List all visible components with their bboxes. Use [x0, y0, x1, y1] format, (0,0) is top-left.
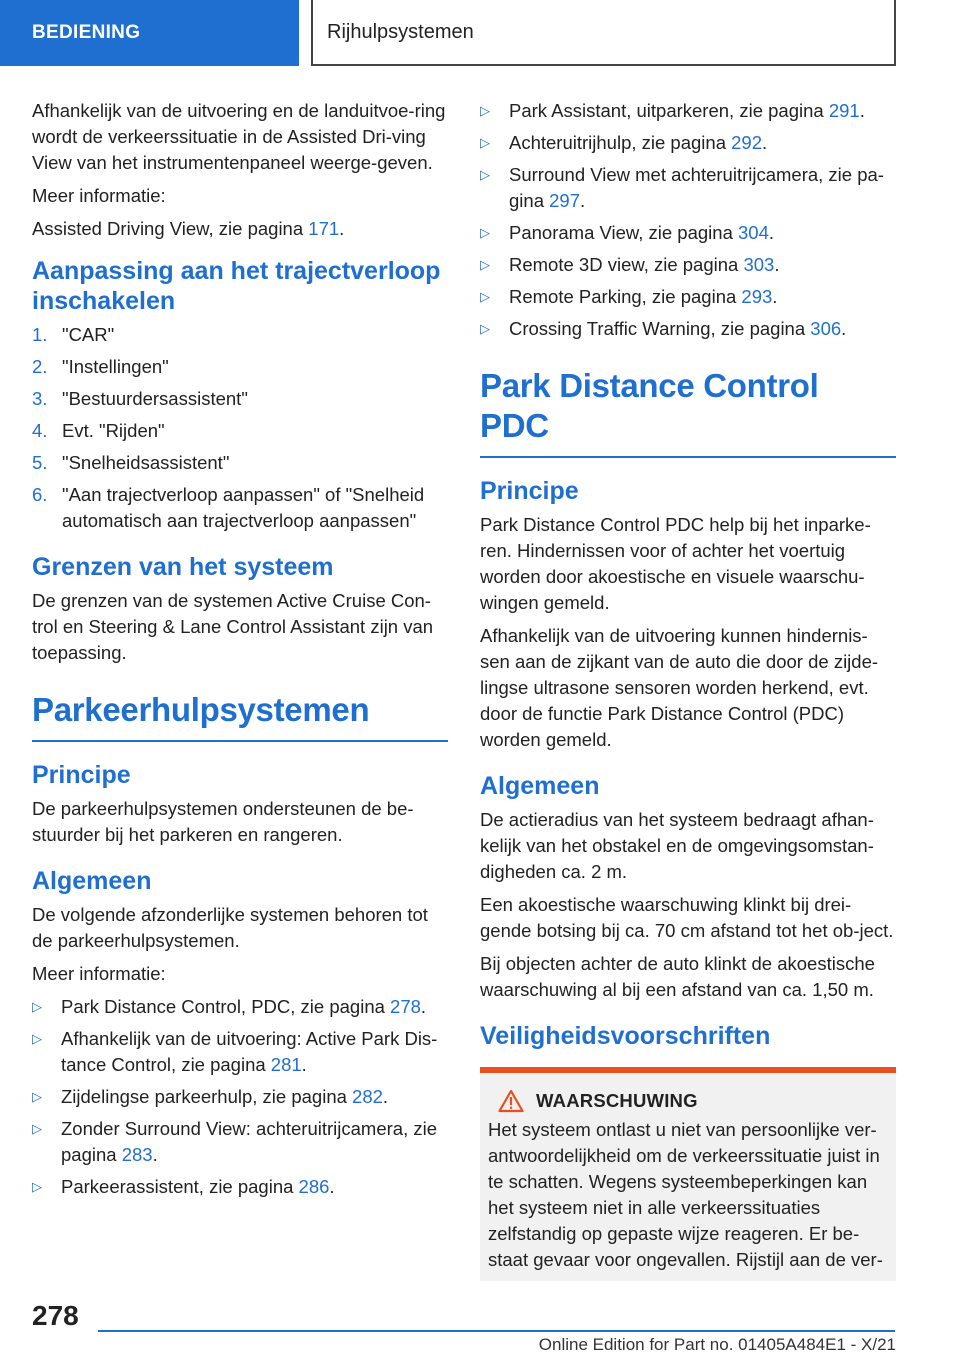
section-heading-algemeen: Algemeen [32, 867, 152, 895]
warning-header [488, 1089, 888, 1113]
page-link[interactable]: 306 [810, 318, 842, 339]
section-heading-principe: Principe [32, 761, 131, 789]
list-item: ▷ Achteruitrijhulp, zie pagina 292. [480, 130, 896, 156]
page-link[interactable]: 283 [121, 1144, 153, 1165]
page-link[interactable]: 291 [828, 100, 860, 121]
algemeen-paragraph: Bij objecten achter de auto klinkt de akoestische waarschuwing al bij een afstand van ca. 1,50 m. [480, 953, 875, 1000]
section-tab: BEDIENING [0, 0, 299, 66]
list-item: ▷ Zonder Surround View: achteruitrijcamera, zie pagina 283. [32, 1116, 448, 1168]
list-item: ▷ Park Distance Control, PDC, zie pagina 278. [32, 994, 448, 1020]
page-link[interactable]: 304 [738, 222, 769, 243]
step-item: 5. "Snelheidsassistent" [32, 452, 230, 473]
warning-triangle-icon [498, 1089, 524, 1113]
page-number: 278 [32, 1300, 79, 1331]
list-item: ▷ Crossing Traffic Warning, zie pagina 306. [480, 316, 896, 342]
page-link[interactable]: 292 [731, 132, 763, 153]
page-link[interactable]: 278 [390, 996, 421, 1017]
warning-text: Het systeem ontlast u niet van persoonlijke ver-antwoordelijkheid om de verkeerssituatie juist in te schatten. Wegens systeembeperkingen kan het systeem niet in alle verkeerssituaties zelfstandig op gepaste wijze reageren. Er be-staat gevaar voor ongevallen. Rijstijl aan de ver- [488, 1119, 883, 1270]
warning-title: WAARSCHUWING [536, 1090, 698, 1111]
triangle-bullet-icon: ▷ [32, 1121, 42, 1136]
page-link[interactable]: 303 [743, 254, 775, 275]
step-item: 1. "CAR" [32, 324, 115, 345]
section-heading-grenzen: Grenzen van het systeem [32, 553, 334, 581]
section-heading-trajectverloop: Aanpassing aan het trajectverloop inschakelen [32, 257, 441, 315]
more-info-label: Meer informatie: [32, 963, 166, 984]
triangle-bullet-icon: ▷ [32, 999, 42, 1014]
triangle-bullet-icon: ▷ [32, 1031, 42, 1046]
triangle-bullet-icon: ▷ [480, 135, 490, 150]
page-link[interactable]: 293 [741, 286, 773, 307]
chapter-heading-parkeerhulpsystemen: Parkeerhulpsystemen [32, 690, 448, 742]
triangle-bullet-icon: ▷ [480, 257, 490, 272]
right-column [480, 98, 896, 1281]
left-column [32, 98, 448, 1206]
step-item: 4. Evt. "Rijden" [32, 420, 165, 441]
page-link[interactable]: 171 [308, 218, 340, 239]
cross-reference: Assisted Driving View, zie pagina 171. [32, 218, 345, 239]
principe-paragraph: Afhankelijk van de uitvoering kunnen hindernis-sen aan de zijkant van de auto die door de zijde-lingse ultrasone sensoren worden herkend, evt. door de functie Park Distance Control (PDC) worden gemeld. [480, 625, 879, 750]
triangle-bullet-icon: ▷ [480, 289, 490, 304]
section-heading-algemeen: Algemeen [480, 772, 600, 800]
algemeen-paragraph: Een akoestische waarschuwing klinkt bij drei-gende botsing bij ca. 70 cm afstand tot het ob-ject. [480, 894, 894, 941]
list-item: ▷ Panorama View, zie pagina 304. [480, 220, 896, 246]
triangle-bullet-icon: ▷ [480, 321, 490, 336]
page-link[interactable]: 297 [549, 190, 580, 211]
chapter-title: Rijhulpsystemen [311, 0, 896, 66]
list-item: ▷ Afhankelijk van de uitvoering: Active Park Dis-tance Control, zie pagina 281. [32, 1026, 448, 1078]
chapter-heading-pdc: Park Distance Control PDC [480, 366, 896, 458]
triangle-bullet-icon: ▷ [32, 1089, 42, 1104]
triangle-bullet-icon: ▷ [480, 103, 490, 118]
algemeen-paragraph: De volgende afzonderlijke systemen behoren tot de parkeerhulpsystemen. [32, 904, 428, 951]
list-item: ▷ Remote 3D view, zie pagina 303. [480, 252, 896, 278]
list-item: ▷ Park Assistant, uitparkeren, zie pagina 291. [480, 98, 896, 124]
intro-paragraph: Afhankelijk van de uitvoering en de landuitvoe-ring wordt de verkeerssituatie in de Assisted Dri-ving View van het instrumentenpaneel weerge-geven. [32, 100, 446, 173]
triangle-bullet-icon: ▷ [480, 225, 490, 240]
grenzen-paragraph: De grenzen van de systemen Active Cruise Con-trol en Steering & Lane Control Assistant zijn van toepassing. [32, 590, 434, 663]
principe-paragraph: Park Distance Control PDC help bij het inparke-ren. Hindernissen voor of achter het voertuig worden door akoestische en visuele waarschu-wingen gemeld. [480, 514, 871, 613]
section-heading-veiligheid: Veiligheidsvoorschriften [480, 1022, 771, 1050]
principe-paragraph: De parkeerhulpsystemen ondersteunen de be-stuurder bij het parkeren en rangeren. [32, 798, 414, 845]
step-item: 3. "Bestuurdersassistent" [32, 388, 248, 409]
page-link[interactable]: 286 [298, 1176, 330, 1197]
warning-box [480, 1067, 896, 1281]
page-header [0, 0, 960, 66]
list-item: ▷ Remote Parking, zie pagina 293. [480, 284, 896, 310]
section-heading-principe: Principe [480, 477, 579, 505]
list-item: ▷ Zijdelingse parkeerhulp, zie pagina 282. [32, 1084, 448, 1110]
page-link[interactable]: 282 [352, 1086, 383, 1107]
footer-divider [98, 1330, 895, 1332]
systems-list-continued [480, 98, 896, 342]
systems-list [32, 994, 448, 1200]
step-item: 6. "Aan trajectverloop aanpassen" of "Snelheid automatisch aan trajectverloop aanpassen" [32, 484, 425, 531]
triangle-bullet-icon: ▷ [480, 167, 490, 182]
algemeen-paragraph: De actieradius van het systeem bedraagt afhan-kelijk van het obstakel en de omgevingsomstan-digheden ca. 2 m. [480, 809, 874, 882]
triangle-bullet-icon: ▷ [32, 1179, 42, 1194]
more-info-label: Meer informatie: [32, 185, 166, 206]
footer-edition: Online Edition for Part no. 01405A484E1 - X/21 [538, 1335, 896, 1354]
step-item: 2. "Instellingen" [32, 356, 169, 377]
page-link[interactable]: 281 [270, 1054, 302, 1075]
steps-list [32, 322, 448, 534]
list-item: ▷ Parkeerassistent, zie pagina 286. [32, 1174, 448, 1200]
list-item: ▷ Surround View met achteruitrijcamera, zie pa-gina 297. [480, 162, 896, 214]
